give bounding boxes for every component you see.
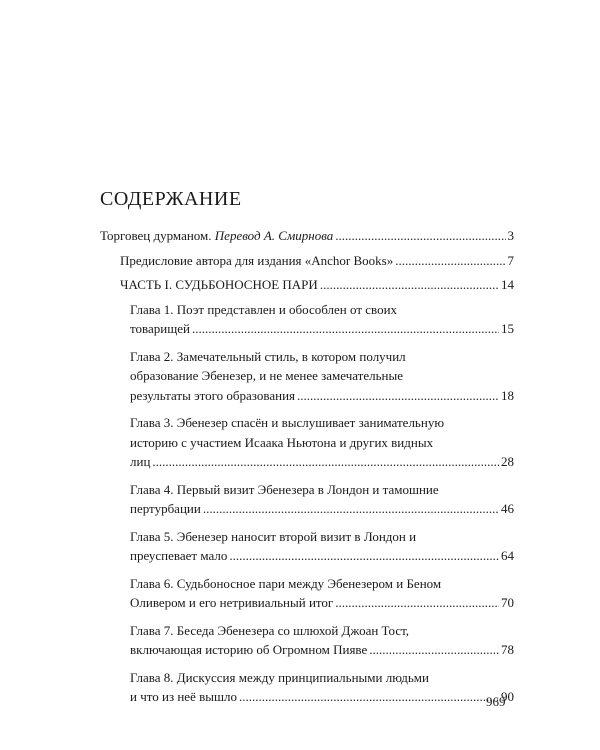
page-folio-number: 969 (486, 694, 506, 709)
toc-entry[interactable] (120, 251, 514, 271)
page-number: 3 (507, 228, 514, 243)
leader-dots (152, 452, 499, 472)
entry-title-continued: результаты этого образования (130, 387, 296, 403)
leader-dots (335, 226, 505, 246)
page-number: 14 (501, 277, 514, 292)
entry-title: Торговец дурманом. (100, 228, 215, 243)
toc-entry[interactable] (130, 668, 514, 707)
page-number: 28 (501, 454, 514, 469)
entry-title-continued: и что из неё вышло (130, 689, 237, 704)
page-number: 64 (501, 548, 514, 563)
toc-entry[interactable] (130, 347, 514, 406)
toc-entry[interactable] (100, 226, 514, 246)
entry-title-continued: Оливером и его нетривиальный итог (130, 595, 334, 610)
toc-heading: СОДЕРЖАНИЕ (100, 188, 242, 210)
entry-title-continued: лиц (130, 454, 151, 469)
entry-title-continued: пертурбации (130, 501, 201, 516)
page-number: 15 (501, 321, 514, 336)
page-number: 18 (501, 387, 514, 403)
table-of-contents (100, 226, 514, 715)
entry-title-continued: историю с участием Исаака Ньютона и других видных (130, 434, 434, 450)
entry-title: Глава 6. Судьбоносное пари между Эбенезером и Беном (130, 575, 442, 591)
leader-dots (395, 251, 505, 271)
toc-entry[interactable] (130, 574, 514, 613)
entry-title: Глава 8. Дискуссия между принципиальными людьми (130, 669, 429, 685)
leader-dots (369, 640, 499, 660)
entry-title: Глава 3. Эбенезер спасён и выслушивает занимательную (130, 415, 445, 430)
entry-title-continued: товарищей (130, 321, 190, 336)
entry-title: Предисловие автора для издания «Anchor Books» (120, 252, 394, 268)
leader-dots (229, 546, 499, 566)
toc-entry[interactable] (130, 480, 514, 519)
page-number: 70 (501, 595, 514, 610)
entry-title: Глава 1. Поэт представлен и обособлен от своих (130, 301, 398, 317)
page-number: 46 (501, 501, 514, 516)
toc-entry[interactable] (130, 413, 514, 472)
entry-title-continued: образование Эбенезер, и не менее замечательные (130, 368, 404, 383)
entry-title-continued: включающая историю об Огромном Пияве (130, 642, 368, 657)
entry-title: Глава 5. Эбенезер наносит второй визит в Лондон и (130, 528, 417, 544)
entry-title-continued: преуспевает мало (130, 548, 228, 563)
toc-entry[interactable] (130, 527, 514, 566)
toc-entry[interactable] (130, 300, 514, 339)
entry-title: ЧАСТЬ I. СУДЬБОНОСНОЕ ПАРИ (120, 277, 318, 292)
entry-title: Глава 2. Замечательный стиль, в котором получил (130, 348, 406, 364)
page-number: 7 (507, 252, 514, 268)
entry-title: Глава 4. Первый визит Эбенезера в Лондон и тамошние (130, 481, 439, 497)
entry-title: Глава 7. Беседа Эбенезера со шлюхой Джоан Тост, (130, 622, 410, 638)
leader-dots (297, 386, 499, 406)
leader-dots (320, 275, 499, 295)
leader-dots (335, 593, 499, 613)
leader-dots (203, 499, 499, 519)
page-number: 90 (501, 689, 514, 704)
entry-translator: Перевод А. Смирнова (214, 228, 334, 243)
toc-entry[interactable] (120, 275, 514, 295)
leader-dots (192, 319, 499, 339)
page-number: 78 (501, 642, 514, 657)
toc-entry[interactable] (130, 621, 514, 660)
leader-dots (239, 687, 499, 707)
